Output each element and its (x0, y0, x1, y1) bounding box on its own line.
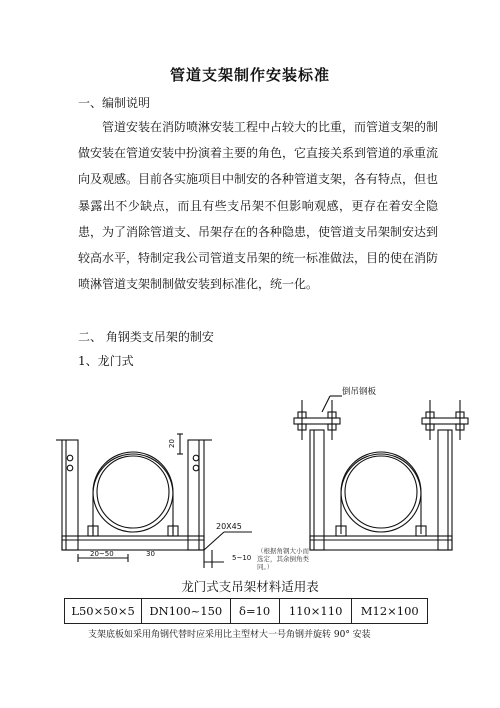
section1-paragraph (78, 114, 438, 297)
table-cell-thickness: δ=10 (230, 599, 279, 624)
section-heading-2: 二、 角钢类支吊架的制安 (78, 330, 214, 344)
label-steel-plate: 倒吊钢板 (342, 387, 377, 397)
hanging-plate-right (422, 400, 468, 440)
note-line-2: 选定，其余倒角类 (257, 555, 309, 563)
label-dim-30: 30 (146, 550, 155, 558)
table-caption: 龙门式支吊架材料适用表 (181, 579, 319, 594)
label-chamfer: 20X45 (216, 522, 242, 531)
label-dim-20: 20 (168, 439, 176, 448)
table-cell-angle: L50×50×5 (65, 599, 142, 624)
left-post-right (310, 430, 324, 550)
gantry-support-diagram (0, 372, 500, 572)
footnote: 支架底板如采用角钢代替时应采用比主型材大一号角钢并旋转 90° 安装 (88, 630, 371, 640)
left-angle-steel-left (62, 440, 78, 550)
bottom-beam-right (310, 536, 452, 550)
note-line-1: （根据角钢大小而 (257, 547, 309, 555)
table-row (65, 599, 428, 624)
right-post-right (438, 430, 452, 550)
section-heading-2-1: 1、龙门式 (78, 354, 134, 368)
table-cell-bolt: M12×100 (352, 599, 428, 624)
material-table (64, 598, 428, 624)
right-angle-steel-left (188, 440, 204, 550)
paragraph-text: 管道安装在消防喷淋安装工程中占较大的比重，而管道支架的制做安装在管道安装中扮演着主要的角色，它直接关系到管道的承重流向及观感。目前各实施项目中制安的各种管道支架，各有特点，但也暴露出不少缺点，而且有些支吊架不但影响观感，更存在着安全隐患，为了消除管道支、吊架存在的各种隐患，使管道支吊架制安达到较高水平，特制定我公司管道支吊架的统一标准做法，目的使在消防喷淋管道支架制制做安装到标准化，统一化。 (78, 120, 439, 292)
pipe-right (341, 452, 421, 532)
label-dim-20-50: 20~50 (90, 550, 114, 558)
table-cell-dn: DN100~150 (142, 599, 230, 624)
hanging-plate-left (294, 400, 340, 440)
page-title: 管道支架制作安装标准 (169, 66, 330, 84)
note-line-3: 同。） (257, 563, 274, 571)
label-dim-5-10: 5~10 (232, 554, 252, 562)
section-heading-1: 一、编制说明 (78, 96, 151, 110)
table-cell-plate: 110×110 (279, 599, 352, 624)
pipe-left (93, 452, 173, 532)
bottom-beam-left (62, 536, 204, 550)
